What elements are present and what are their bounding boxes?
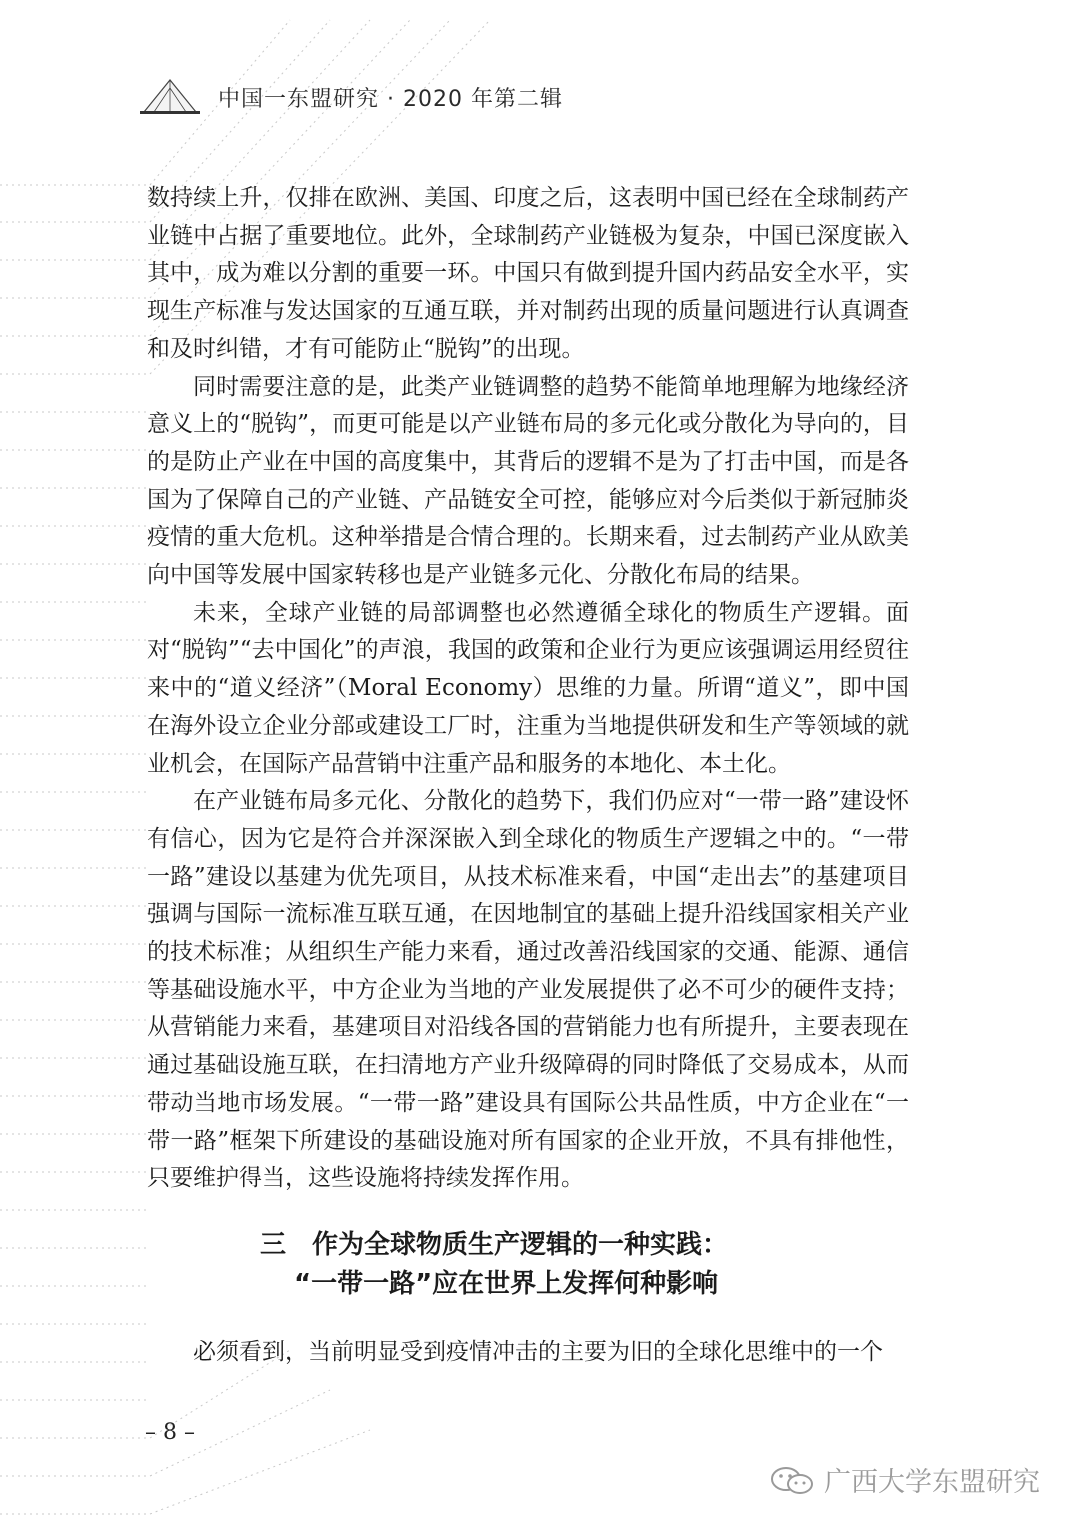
page-number: – 8 – (145, 1420, 195, 1445)
section-heading-line1: 三 作为全球物质生产逻辑的一种实践： (260, 1230, 729, 1260)
body-text (147, 180, 909, 1198)
journal-title: 中国一东盟研究 · 2020 年第二辑 (218, 87, 563, 112)
watermark-text: 广西大学东盟研究 (824, 1467, 1040, 1498)
paragraph: 数持续上升，仅排在欧洲、美国、印度之后，这表明中国已经在全球制药产业链中占据了重要地位。此外，全球制药产业链极为复杂，中国已深度嵌入其中，成为难以分割的重要一环。中国只有做到提升国内药品安全水平，实现生产标准与发达国家的互通互联，并对制药出现的质量问题进行认真调查和及时纠错，才有可能防止“脱钩”的出现。 (147, 185, 909, 362)
paragraph: 未来，全球产业链的局部调整也必然遵循全球化的物质生产逻辑。面对“脱钩”“去中国化”的声浪，我国的政策和企业行为更应该强调运用经贸往来中的“道义经济”（Moral Economy）思维的力量。所谓“道义”，即中国在海外设立企业分部或建设工厂时，注重为当地提供研发和生产等领域的就业机会，在国际产品营销中注重产品和服务的本地化、本土化。 (147, 599, 909, 777)
journal-logo-icon (140, 78, 200, 114)
paragraph: 同时需要注意的是，此类产业链调整的趋势不能简单地理解为地缘经济意义上的“脱钩”，而更可能是以产业链布局的多元化或分散化为导向的，目的是防止产业在中国的高度集中，其背后的逻辑不是为了打击中国，而是各国为了保障自己的产业链、产品链安全可控，能够应对今后类似于新冠肺炎疫情的重大危机。这种举措是合情合理的。长期来看，过去制药产业从欧美向中国等发展中国家转移也是产业链多元化、分散化布局的结果。 (147, 373, 909, 589)
wechat-icon (770, 1466, 814, 1496)
section-body (147, 1334, 909, 1372)
section-heading (260, 1226, 820, 1304)
paragraph: 在产业链布局多元化、分散化的趋势下，我们仍应对“一带一路”建设怀有信心，因为它是符合并深深嵌入到全球化的物质生产逻辑之中的。“一带一路”建设以基建为优先项目，从技术标准来看，中国“走出去”的基建项目强调与国际一流标准互联互通，在因地制宜的基础上提升沿线国家相关产业的技术标准；从组织生产能力来看，通过改善沿线国家的交通、能源、通信等基础设施水平，中方企业为当地的产业发展提供了必不可少的硬件支持；从营销能力来看，基建项目对沿线各国的营销能力也有所提升，主要表现在通过基础设施互联，在扫清地方产业升级障碍的同时降低了交易成本，从而带动当地市场发展。“一带一路”建设具有国际公共品性质，中方企业在“一带一路”框架下所建设的基础设施对所有国家的企业开放，不具有排他性，只要维护得当，这些设施将持续发挥作用。 (147, 788, 909, 1192)
paragraph: 必须看到，当前明显受到疫情冲击的主要为旧的全球化思维中的一个 (193, 1339, 883, 1365)
section-heading-line2: “一带一路”应在世界上发挥何种影响 (294, 1269, 719, 1299)
